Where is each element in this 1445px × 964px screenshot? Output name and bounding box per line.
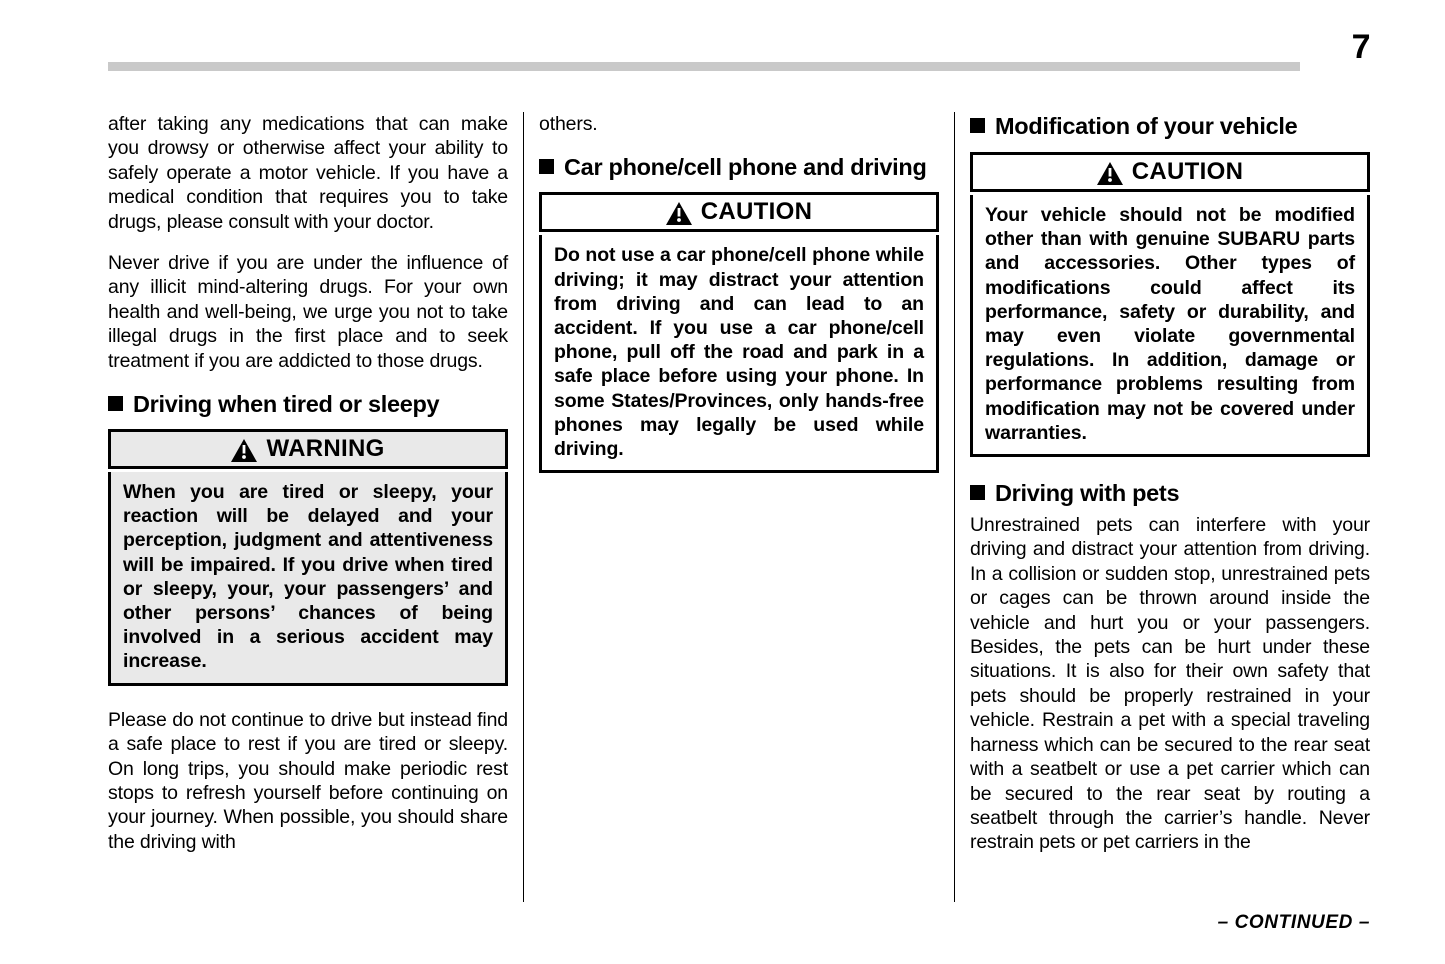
caution-triangle-icon — [1097, 162, 1123, 185]
heading-car-phone — [539, 153, 939, 181]
bullet-square-icon — [539, 159, 554, 174]
warning-alert-label: WARNING — [266, 435, 385, 463]
column-divider-1 — [523, 112, 524, 902]
warning-alert-header — [108, 429, 508, 469]
heading-car-phone-label: Car phone/cell phone and driving — [564, 154, 927, 181]
caution-alert-label: CAUTION — [1131, 158, 1244, 185]
bullet-square-icon — [108, 396, 123, 411]
column-3 — [970, 112, 1370, 902]
caution-alert-body — [970, 195, 1370, 457]
caution-alert-modification — [970, 152, 1370, 457]
warning-triangle-icon — [231, 439, 257, 462]
heading-modification — [970, 112, 1370, 140]
content-columns — [108, 112, 1370, 902]
heading-driving-when-tired — [108, 390, 508, 418]
caution-alert-label: CAUTION — [700, 198, 813, 226]
caution-triangle-icon — [666, 202, 692, 225]
paragraph-illicit-drugs: Never drive if you are under the influence of any illicit mind-altering drugs. For your own health and well-being, we urge you not to take illegal drugs in the first place and to seek treatment if you are addicted to those drugs. — [108, 252, 508, 372]
paragraph-others: others. — [539, 113, 598, 135]
bullet-square-icon — [970, 485, 985, 500]
paragraph-pets: Unrestrained pets can interfere with your driving and distract your attention from driving. In a collision or sudden stop, unrestrained pets or cages can be thrown around inside the vehicle and hurt you or your passengers. Besides, the pets can be hurt under these situations. It is also for their own safety that pets should be properly restrained in your vehicle. Restrain a pet with a special traveling harness which can be secured to the rear seat with a seatbelt or use a pet carrier which can be secured to the rear seat by routing a seatbelt through the carrier’s handle. Never restrain pets or pet carriers in the — [970, 514, 1370, 854]
heading-driving-when-tired-label: Driving when tired or sleepy — [133, 391, 440, 418]
continued-note: – CONTINUED – — [1217, 912, 1370, 933]
column-1 — [108, 112, 508, 902]
caution-alert-header — [970, 152, 1370, 192]
page-number: 7 — [1351, 28, 1370, 66]
caution-alert-text: Do not use a car phone/cell phone while driving; it may distract your attention from driving and can lead to an accident. If you use a car phone/cell phone, pull off the road and park in a safe place before using your phone. In some States/Provinces, only hands-free phones may legally be used while driving. — [554, 244, 924, 461]
caution-alert-body — [539, 235, 939, 473]
caution-alert-text: Your vehicle should not be modified other than with genuine SUBARU parts and accessories. Other types of modifications could affect its performance, safety or durability, and may even violate governmental regulations. In addition, damage or performance problems resulting from modification may not be covered under warranties. — [985, 204, 1355, 444]
heading-driving-with-pets-label: Driving with pets — [995, 480, 1180, 507]
column-2 — [539, 112, 939, 902]
column-divider-2 — [954, 112, 955, 902]
header-rule — [108, 62, 1300, 71]
warning-alert-body — [108, 472, 508, 686]
heading-modification-label: Modification of your vehicle — [995, 113, 1298, 139]
paragraph-medications: after taking any medications that can make you drowsy or otherwise affect your ability to safely operate a motor vehicle. If you have a medical condition that requires you to take drugs, please consult with your doctor. — [108, 113, 508, 233]
caution-alert-car-phone — [539, 192, 939, 473]
page-header — [108, 28, 1370, 72]
caution-alert-header — [539, 192, 939, 232]
paragraph-rest-stops: Please do not continue to drive but instead find a safe place to rest if you are tired or sleepy. On long trips, you should make periodic rest stops to refresh yourself before continuing on your journey. When possible, you should share the driving with — [108, 708, 508, 853]
heading-driving-with-pets — [970, 479, 1370, 507]
spacer — [108, 686, 508, 708]
warning-alert-tired — [108, 429, 508, 686]
warning-alert-text: When you are tired or sleepy, your reaction will be delayed and your perception, judgment and attentiveness will be impaired. If you drive when tired or sleepy, your, your passengers’ and other persons’ chances of being involved in a serious accident may increase. — [123, 481, 493, 673]
spacer — [970, 457, 1370, 479]
bullet-square-icon — [970, 118, 985, 133]
